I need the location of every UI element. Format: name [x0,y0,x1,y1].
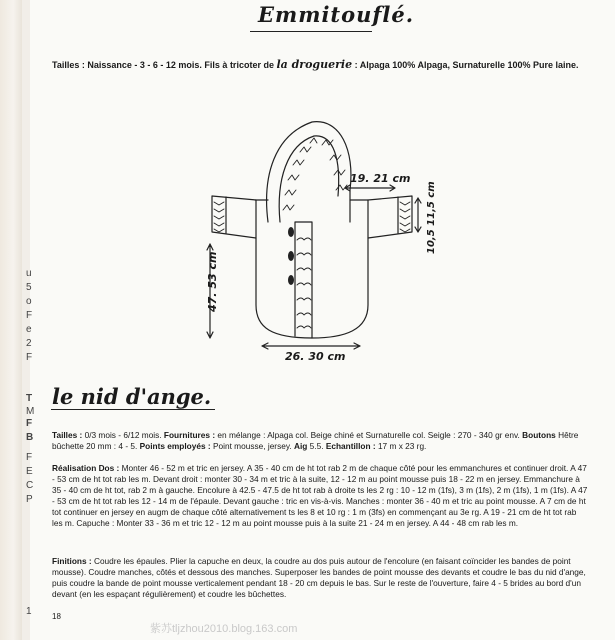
section-title-underline [51,409,215,410]
aig-label: Aig [293,441,308,451]
brand-name: la droguerie [276,58,353,71]
dim-arrow-sleeve [415,198,421,232]
dim-height-left: 47. 53 cm [206,251,219,312]
margin-fragment: F [26,310,33,321]
hood-inner-band [279,136,338,222]
materials-paragraph [52,430,588,452]
echantillon-text: 17 m x 23 rg. [377,441,427,451]
margin-fragment: T [26,393,33,404]
section-title: le nid d'ange. [52,384,212,409]
tailles-label: Tailles : [52,430,83,440]
margin-fragment: C [26,480,34,491]
margin-fragment: 2 [26,338,32,349]
realisation-text: Monter 46 - 52 m et tric en jersey. A 35 - 40 cm de ht tot rab 2 m de chaque côté pour les emmanchures et continuer droit. A 47 - 53 cm de ht tot rab les m. Devant droit : monter 30 - 34 m et tric à la suite, 12 - 12 m au point mousse puis 18 - 22 m en jersey. Emmanchure à 35 - 40 cm de ht tot, rab 2 m à gauche. Encolure à 42.5 - 47.5 de ht tot rab à droite ts les 2 rg : 10 - 12 m (1fs), 3 m (1fs), 2 m (1fs), 1 m (1fs). A 47 - 53 cm de ht tot rab les 12 - 14 m de l'épaule. Devant gauche : tric en vis-à-vis. Manches : monter 36 - 40 m et tric au point mousse. A 7 cm de ht tot continuer en jersey en augm de chaque côté alternativement ts les 8 et 10 rg : 1 m (3fs) en commençant au 3e rg. A 19 - 21 cm de ht tot rab les m. Capuche : Monter 33 - 36 m et tric 12 - 12 m au point mousse puis à la suite 21 - 24 m en jersey. A 44 - 48 cm rab les m. [52,463,588,528]
front-band-pattern [297,238,311,328]
sizes-label: Tailles : [52,60,85,70]
aig-text: 5.5. [309,441,324,451]
finitions-label: Finitions : [52,556,92,566]
button-icon [288,251,294,261]
echantillon-label: Echantillon : [325,441,376,451]
button-icon [288,275,294,285]
dim-arrow-top [345,185,395,191]
margin-fragment: F [26,418,33,429]
margin-fragment: u [26,268,32,279]
margin-fragment: M [26,406,35,417]
fournitures-text: en mélange : Alpaga col. Beige chiné et Surnaturelle col. Seigle : 270 - 340 gr env. [217,430,520,440]
page-title: Emmitouflé. [258,2,415,27]
realisation-label: Réalisation Dos : [52,463,120,473]
margin-fragment: F [26,352,33,363]
margin-fragment: F [26,452,33,463]
margin-fragment: P [26,494,33,505]
points-label: Points employés : [139,441,211,451]
finitions-text: Coudre les épaules. Plier la capuche en deux, la coudre au dos puis autour de l'encolure (en faisant coïncider les bandes de point mousse). Coudre manches, côtés et dessous des manches. Superposer les bandes de point mousse des devants et coudre le bas du nid d'ange, puis coudre la bande de point mousse verticalement pendant 18 - 20 cm depuis le bas. Sur le reste de l'ouverture, faire 4 - 5 brides au bord d'un devant (en les espaçant régulièrement) et coudre les bûchettes. [52,556,586,599]
margin-fragment: B [26,432,34,443]
margin-fragment: 1 [26,606,32,617]
points-text: Point mousse, jersey. [212,441,292,451]
left-cuff-pattern [214,202,224,232]
right-cuff-pattern [400,202,410,232]
boutons-label: Boutons [522,430,556,440]
instructions-paragraph [52,463,588,529]
dim-sleeve: 10,5 11,5 cm [426,181,437,254]
margin-fragment: 5 [26,282,32,293]
sizes-text: Naissance - 3 - 6 - 12 mois. Fils à tricoter de [87,60,274,70]
margin-fragment: E [26,466,33,477]
hood-zigzag [283,138,347,210]
dim-arrow-bottom [262,343,360,349]
fournitures-label: Fournitures : [163,430,216,440]
finishing-paragraph [52,556,588,600]
dim-width-top: 19. 21 cm [350,172,411,185]
button-icon [288,227,294,237]
dim-width-bottom: 26. 30 cm [285,350,346,363]
page-number: 18 [52,612,61,621]
tailles-text: 0/3 mois - 6/12 mois. [84,430,162,440]
margin-fragment: e [26,324,32,335]
boutons-text: Hêtre bûchette 20 mm : 4 - 5. [52,430,579,451]
margin-fragment: o [26,296,32,307]
watermark: 紫苏tljzhou2010.blog.163.com [150,623,298,635]
yarns-text: : Alpaga 100% Alpaga, Surnaturelle 100% Pure laine. [354,60,579,70]
